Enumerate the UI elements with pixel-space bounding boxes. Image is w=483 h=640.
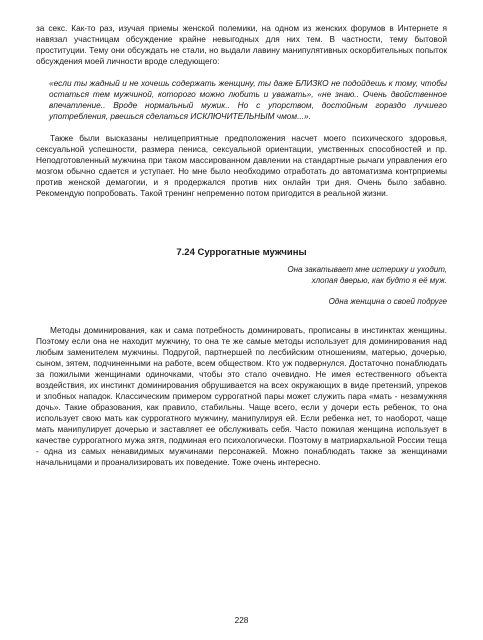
- paragraph-assumptions: Также были высказаны нелицеприятные предположения насчет моего психического здоровья, сексуальной успешности, размера пениса, сексуальной ориентации, умственных способностей и пр. Неподготовленный мужчина при таком массированном давлении на стандартные рычаги управления его мозгом обычно сдается и уступает. Но мне было необходимо отработать до автоматизма контрприемы против женской демагогии, и я продержался против них онлайн три дня. Очень было забавно. Рекомендую попробовать. Такой тренинг непременно потом пригодится в реальной жизни.: [36, 133, 447, 198]
- epigraph-line-1: Она закатывает мне истерику и уходит,: [287, 265, 447, 274]
- epigraph-attribution: Одна женщина о своей подруге: [328, 297, 447, 306]
- paragraph-forum-story: за секс. Как-то раз, изучая приемы женской полемики, на одном из женских форумов в Интернете я навязал участницам обсуждение крайне невыгодных для них тем. В частности, тему бытовой проституции. Тему они обсуждать не стали, но выдали лавину манипулятивных оскорбительных попыток обсуждения моей личности вроде следующего:: [36, 23, 447, 66]
- section-title: 7.24 Суррогатные мужчины: [176, 247, 307, 258]
- quote-forum-insults: «если ты жадный и не хочешь содержать женщину, ты даже БЛИЗКО не подойдешь к тому, чтобы остаться тем мужчиной, которого можно любить и уважать», «не знаю.. Очень двойственное впечатление.. Вроде нормальный мужик.. Но с упорством, достойным гораздо лучшего употребления, рвешься сделаться ИСКЛЮЧИТЕЛЬНЫМ чмом...».: [49, 78, 447, 121]
- paragraph-dominance-methods: Методы доминирования, как и сама потребность доминировать, прописаны в инстинктах женщины. Поэтому если она не находит мужчину, то она те же самые методы использует для доминирования над любым заменителем мужчины. Подругой, партнершей по лесбийским отношениям, матерью, дочерью, сыном, зятем, подчиненными на работе, всем обществом. Кто уж подвернулся. Достаточно понаблюдать за пожилыми женщинами одиночками, чтобы это стало очевидно. Не имея естественного объекта воздействия, их инстинкт доминирования обрушивается на всех окружающих в виде претензий, упреков и злобных нападок. Классическим примером суррогатной пары может служить пара «мать - незамужняя дочь». Такие образования, как правило, стабильны. Чаще всего, если у дочери есть ребенок, то она использует свою мать как суррогатного мужчину, манипулируя ей. Если ребенка нет, то наоборот, чаще мать манипулирует дочерью и заставляет ее обслуживать себя. Часто пожилая женщина использует в качестве суррогатного мужа зятя, подминая его психологически. Поэтому в матриархальной России теща - одна из самых ненавидимых мужчинами персонажей. Можно понаблюдать также за женщинами начальницами и проанализировать их поведение. Тоже очень интересно.: [36, 325, 447, 467]
- epigraph-line-2: хлопая дверью, как будто я её муж.: [311, 276, 447, 285]
- page-number: 228: [234, 615, 249, 625]
